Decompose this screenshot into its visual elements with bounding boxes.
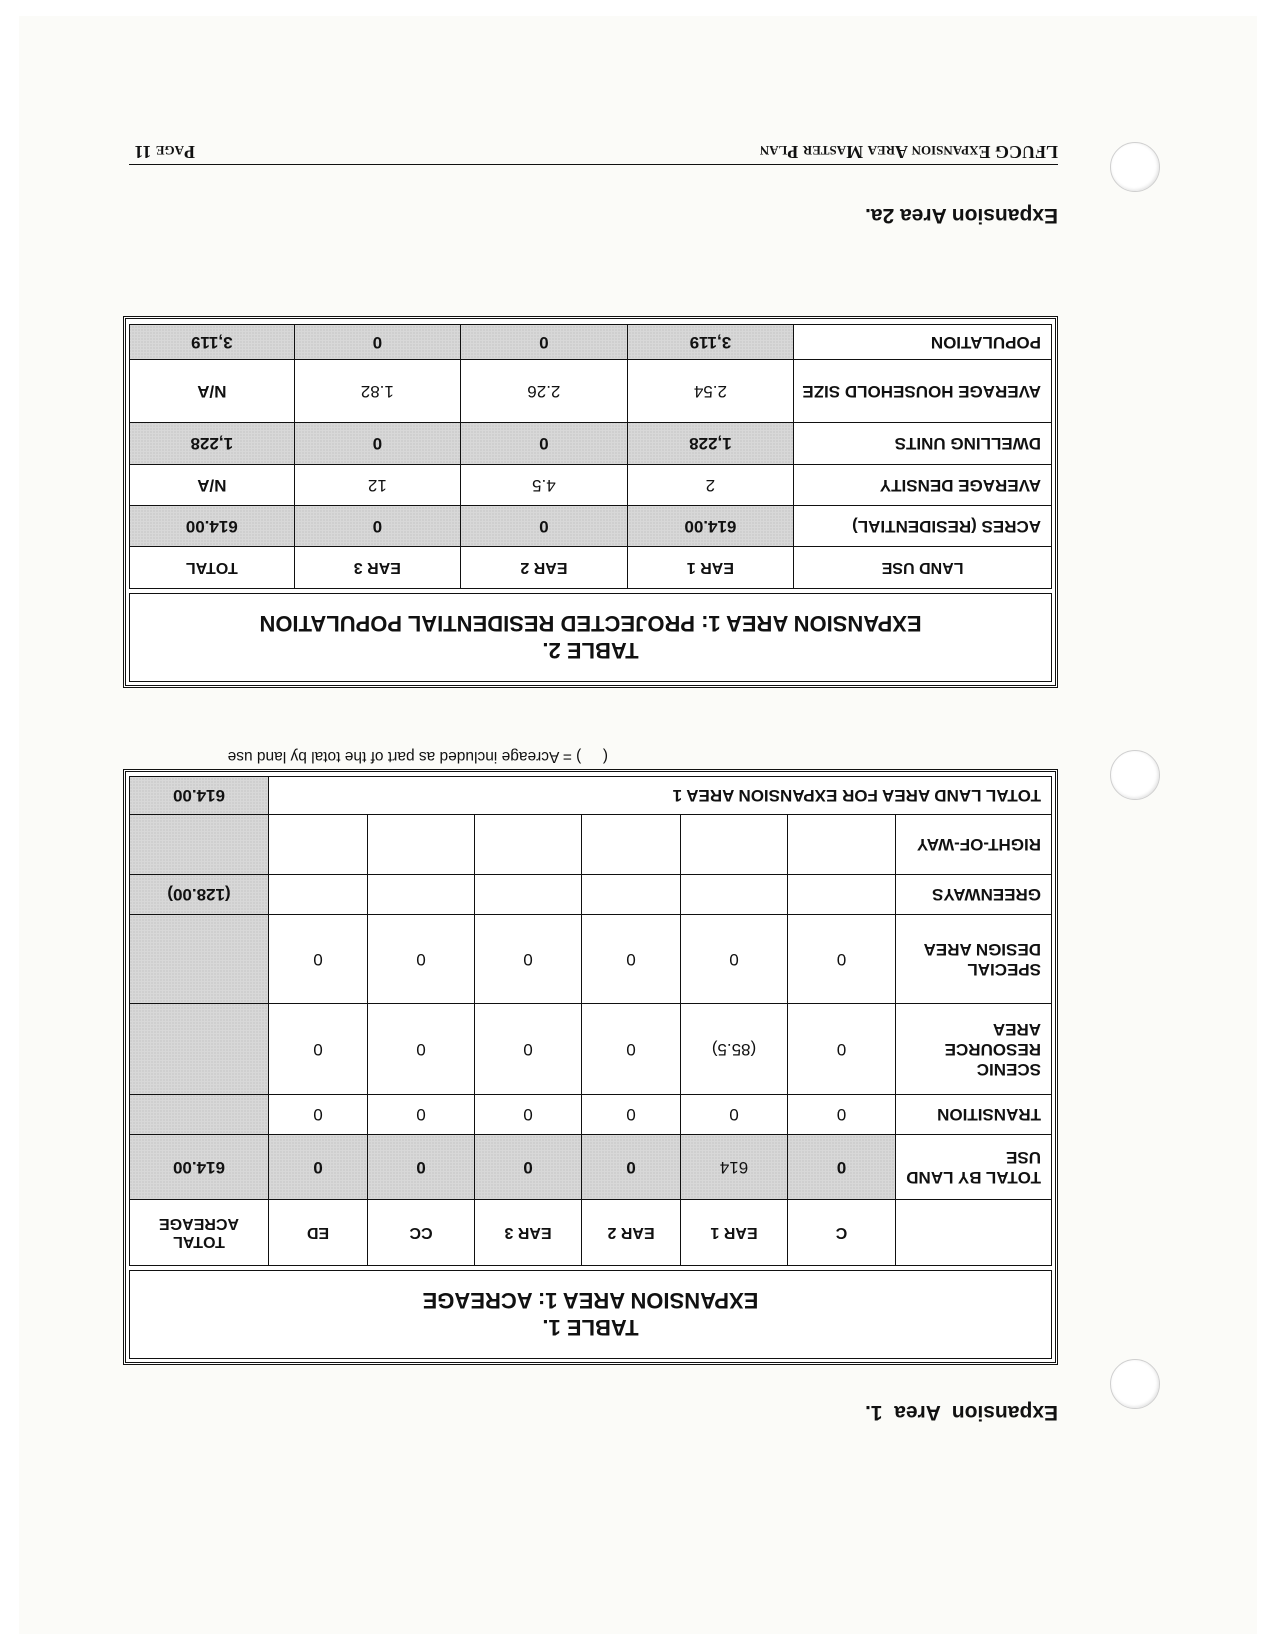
table-2-caption: EXPANSION AREA 1: PROJECTED RESIDENTIAL POPULATION [259, 611, 922, 636]
table-row [130, 1095, 1052, 1135]
table-cell: 614.00 [130, 506, 295, 547]
table-cell: N/A [130, 465, 295, 506]
footer-rule [129, 164, 1058, 165]
table-cell: 0 [368, 1135, 475, 1200]
table-cell: 0 [788, 1095, 896, 1135]
table-cell: 0 [788, 915, 896, 1004]
table-cell: 3,119 [627, 325, 794, 360]
total-land-area-label: TOTAL LAND AREA FOR EXPANSION AREA 1 [269, 777, 1052, 815]
table-cell [368, 815, 475, 875]
column-header: EAR 2 [582, 1200, 681, 1266]
table-cell: 0 [788, 1004, 896, 1095]
column-header: CC [368, 1200, 475, 1266]
table-row [130, 875, 1052, 915]
table-cell: 0 [582, 1095, 681, 1135]
table-cell: 614 [681, 1135, 788, 1200]
table-cell: 1,228 [627, 423, 794, 465]
table-cell: 4.5 [461, 465, 628, 506]
table-1-grid [129, 776, 1052, 1266]
column-header: TOTAL [130, 547, 295, 589]
table-total-row [130, 777, 1052, 815]
table-cell [582, 875, 681, 915]
table-cell [130, 1004, 269, 1095]
table-cell: 0 [681, 915, 788, 1004]
row-label: SPECIAL DESIGN AREA [896, 915, 1052, 1004]
table-row [130, 815, 1052, 875]
table-cell [269, 815, 368, 875]
table-cell: 3,119 [130, 325, 295, 360]
table-cell: 0 [269, 1004, 368, 1095]
table-row [130, 915, 1052, 1004]
table-cell [368, 875, 475, 915]
table-cell: 0 [368, 1095, 475, 1135]
binder-hole-middle [1110, 750, 1160, 800]
table-cell: 0 [294, 325, 461, 360]
footer-document-title: LFUCG Expansion Area Master Plan [759, 142, 1058, 162]
table-cell: 1.82 [294, 360, 461, 423]
table-1-number: TABLE 1. [542, 1315, 639, 1340]
row-label: DWELLING UNITS [794, 423, 1052, 465]
table-cell: 0 [461, 423, 628, 465]
row-label: AVERAGE DENSITY [794, 465, 1052, 506]
column-header: EAR 1 [627, 547, 794, 589]
table-cell: 0 [681, 1095, 788, 1135]
table-cell: 0 [475, 915, 582, 1004]
table-cell: 0 [475, 1135, 582, 1200]
table-2-title [129, 593, 1052, 682]
total-land-area-value: 614.00 [130, 777, 269, 815]
column-header: TOTAL ACREAGE [130, 1200, 269, 1266]
footer-page-number: Page 11 [134, 142, 195, 162]
binder-hole-top [1110, 1359, 1160, 1409]
table-cell: N/A [130, 360, 295, 423]
table-cell [475, 875, 582, 915]
table-cell [130, 915, 269, 1004]
table-2-header-row [130, 547, 1052, 589]
table-cell [269, 875, 368, 915]
column-header: LAND USE [794, 547, 1052, 589]
table-cell: 0 [294, 423, 461, 465]
table-row [130, 1135, 1052, 1200]
table-cell: 0 [461, 325, 628, 360]
table-cell: 0 [368, 915, 475, 1004]
table-cell: 12 [294, 465, 461, 506]
row-label: AVERAGE HOUSEHOLD SIZE [794, 360, 1052, 423]
table-row [130, 423, 1052, 465]
table-cell [130, 815, 269, 875]
table-cell: 0 [788, 1135, 896, 1200]
row-label: ACRES (RESIDENTIAL) [794, 506, 1052, 547]
table-cell [582, 815, 681, 875]
table-row [130, 1004, 1052, 1095]
table-cell [681, 875, 788, 915]
row-label: SCENIC RESOURCE AREA [896, 1004, 1052, 1095]
column-header: EAR 2 [461, 547, 628, 589]
table-cell: 614.00 [130, 1135, 269, 1200]
table-cell: (128.00) [130, 875, 269, 915]
table-row [130, 360, 1052, 423]
table-cell: 2.54 [627, 360, 794, 423]
table-1-footnote: ( ) = Acreage included as part of the total by land use [227, 748, 608, 765]
column-header: EAR 1 [681, 1200, 788, 1266]
table-cell: 0 [582, 1004, 681, 1095]
table-cell [788, 815, 896, 875]
section-title-expansion-area-1: Expansion Area 1. [865, 1401, 1058, 1424]
table-cell: 2 [627, 465, 794, 506]
table-cell [130, 1095, 269, 1135]
table-2-residential-population [123, 316, 1058, 688]
table-cell [788, 875, 896, 915]
table-1-header-row [130, 1200, 1052, 1266]
table-cell: 0 [294, 506, 461, 547]
table-2-number: TABLE 2. [542, 638, 639, 663]
table-cell: (85.5) [681, 1004, 788, 1095]
table-1-title [129, 1270, 1052, 1359]
column-header: C [788, 1200, 896, 1266]
table-row [130, 325, 1052, 360]
table-1-acreage [123, 769, 1058, 1365]
table-cell [475, 815, 582, 875]
table-cell: 614.00 [627, 506, 794, 547]
row-label: TRANSITION [896, 1095, 1052, 1135]
table-cell [681, 815, 788, 875]
table-cell: 0 [368, 1004, 475, 1095]
column-header [896, 1200, 1052, 1266]
table-cell: 0 [475, 1095, 582, 1135]
table-cell: 0 [269, 1095, 368, 1135]
section-title-expansion-area-2a: Expansion Area 2a. [865, 204, 1058, 227]
column-header: EAR 3 [475, 1200, 582, 1266]
table-cell: 0 [582, 1135, 681, 1200]
binder-hole-bottom [1110, 142, 1160, 192]
table-cell: 0 [269, 915, 368, 1004]
table-row [130, 506, 1052, 547]
table-1-caption: EXPANSION AREA 1: ACREAGE [422, 1288, 759, 1313]
table-row [130, 465, 1052, 506]
table-cell: 0 [461, 506, 628, 547]
table-cell: 0 [269, 1135, 368, 1200]
table-2-grid [129, 324, 1052, 589]
table-cell: 0 [582, 915, 681, 1004]
row-label: TOTAL BY LAND USE [896, 1135, 1052, 1200]
row-label: GREENWAYS [896, 875, 1052, 915]
column-header: EAR 3 [294, 547, 461, 589]
table-cell: 0 [475, 1004, 582, 1095]
table-cell: 2.26 [461, 360, 628, 423]
row-label: RIGHT-OF-WAY [896, 815, 1052, 875]
table-cell: 1,228 [130, 423, 295, 465]
row-label: POPULATION [794, 325, 1052, 360]
column-header: ED [269, 1200, 368, 1266]
